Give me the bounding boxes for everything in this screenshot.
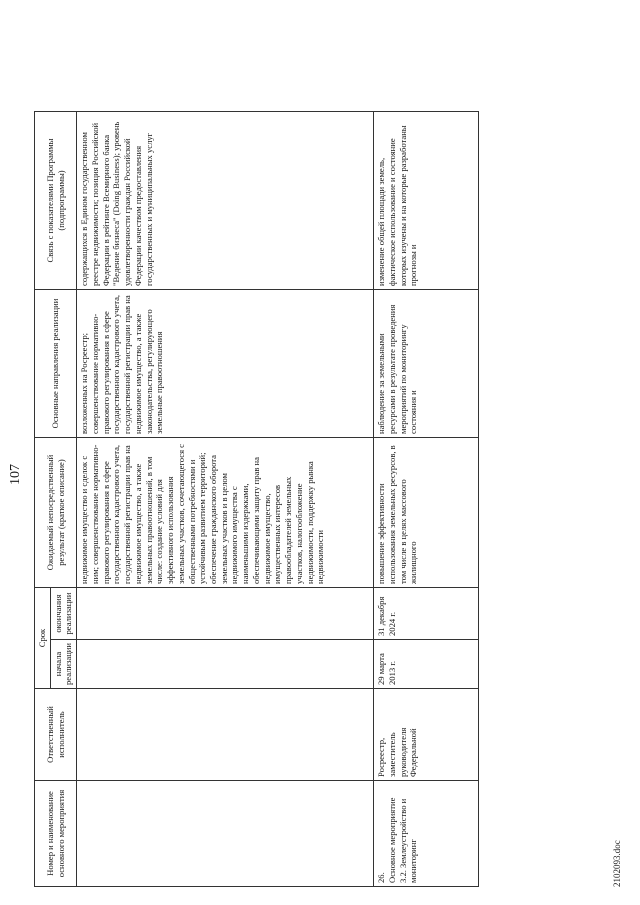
cell-result: повышение эффективности использования земельных ресурсов, в том числе в целях массового жилищного — [374, 438, 479, 588]
document-code: 2102093.doc — [612, 840, 622, 887]
cell-indicators: содержащихся в Едином государственном реестре недвижимости; позиция Российской Федерации в рейтинге Всемирного банка "Ведение бизнеса" (Doing Business); уровень удовлетворенности граждан Российской Федерации качеством предоставления государственных и муниципальных услуг — [77, 112, 374, 290]
cell-start — [77, 640, 374, 689]
header-term: Срок — [35, 588, 51, 689]
page-number: 107 — [8, 464, 23, 485]
cell-directions: наблюдение за земельными ресурсами в результате проведения мероприятий по мониторингу состояния и — [374, 290, 479, 438]
table-row — [374, 112, 479, 887]
cell-result: недвижимое имущество и сделок с ним; совершенствование нормативно-правового регулирования в сфере государственного кадастрового учета, государственной регистрации прав на недвижимое имущество, а также земельных правоотношений, в том числе: создание условий для эффективного использования земельных участков, сочетающегося с общественными потребностями и устойчивым развитием территорий; обеспечение гражданского оборота земельных участков и в целом недвижимого имущества с наименьшими издержками, обеспечивающими защиту прав на недвижимое имущество, имущественных интересов правообладателей земельных участков, налогообложение недвижимости, поддержку рынка недвижимости — [77, 438, 374, 588]
cell-indicators: изменение общей площади земель, фактическое использование и состояние которых изучены и на которые разработаны прогнозы и — [374, 112, 479, 290]
header-indicators: Связь с показателями Программы (подпрограммы) — [35, 112, 77, 290]
cell-number-name — [77, 781, 374, 887]
header-term-start: начала реализации — [50, 640, 76, 689]
cell-end — [77, 588, 374, 640]
cell-executor: Росреестр, заместитель руководителя Федеральной — [374, 689, 479, 781]
header-result: Ожидаемый непосредственный результат (краткое описание) — [35, 438, 77, 588]
cell-executor — [77, 689, 374, 781]
header-executor: Ответственный исполнитель — [35, 689, 77, 781]
row-number: 26. — [376, 872, 387, 883]
header-term-end: окончания реализации — [50, 588, 76, 640]
header-directions: Основные направления реализации — [35, 290, 77, 438]
cell-number-name — [374, 781, 479, 887]
cell-end: 31 декабря 2024 г. — [374, 588, 479, 640]
header-number-name: Номер и наименование основного мероприятия — [35, 781, 77, 887]
cell-directions: возложенных на Росреестр; совершенствование нормативно-правового регулирования в сфере государственного кадастрового учета, государственной регистрации прав на недвижимое имущество, а также законодательства, регулирующего земельные правоотношения — [77, 290, 374, 438]
table-row — [77, 112, 374, 887]
program-measures-table — [34, 111, 479, 887]
cell-start: 29 марта 2013 г. — [374, 640, 479, 689]
row-name: Основное мероприятие 3.2. Землеустройство и мониторинг — [386, 797, 419, 883]
